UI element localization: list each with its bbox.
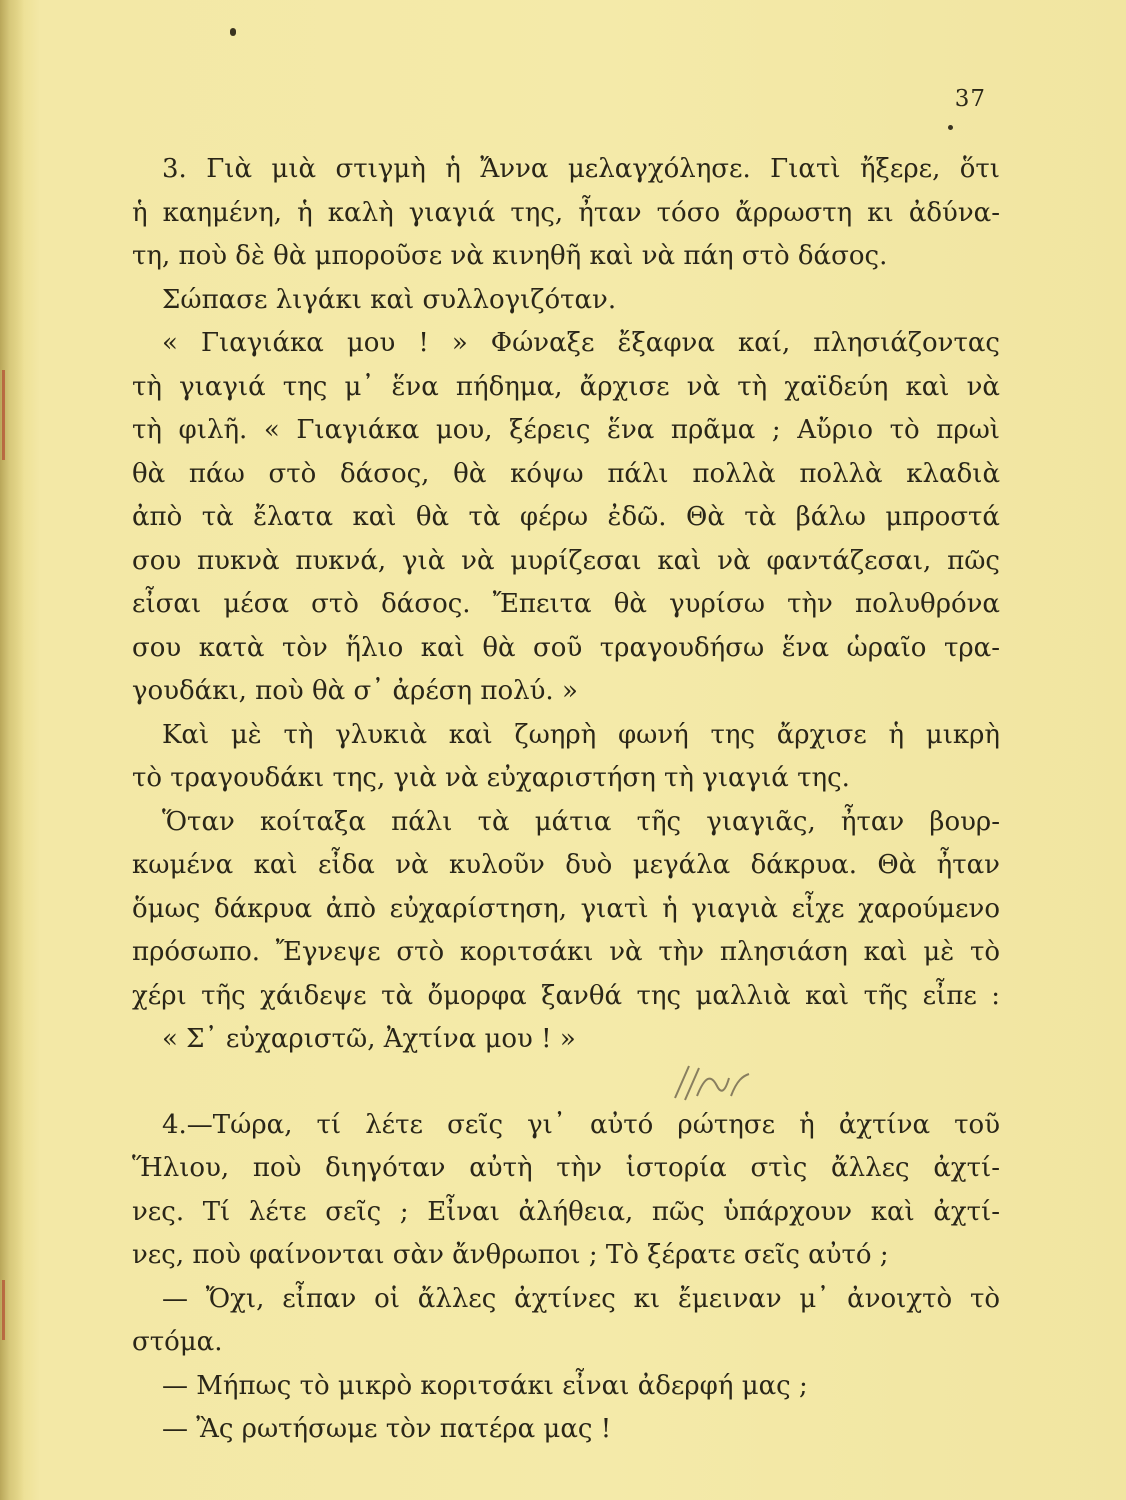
text-line: νες. Τί λέτε σεῖς ; Εἶναι ἀλήθεια, πῶς ὑπάρχουν καὶ ἀχτί- <box>132 1196 1000 1227</box>
text-line: Ὅταν κοίταξα πάλι τὰ μάτια τῆς γιαγιᾶς, ἦταν βουρ- <box>162 806 1000 837</box>
text-line: τὴ φιλῆ. « Γιαγιάκα μου, ξέρεις ἕνα πρᾶμα ; Αὔριο τὸ πρωὶ <box>132 415 1000 445</box>
text-line: σου κατὰ τὸν ἥλιο καὶ θὰ σοῦ τραγουδήσω ἕνα ὡραῖο τρα- <box>132 632 1000 663</box>
text-line: Καὶ μὲ τὴ γλυκιὰ καὶ ζωηρὴ φωνή της ἄρχισε ἡ μικρὴ <box>162 719 1000 750</box>
body-text <box>132 148 1000 1452</box>
text-line: 3. Γιὰ μιὰ στιγμὴ ἡ Ἄννα μελαγχόλησε. Γιατὶ ἤξερε, ὅτι <box>162 154 1000 184</box>
text-line: ἡ καημένη, ἡ καλὴ γιαγιά της, ἦταν τόσο ἄρρωστη κι ἀδύνα- <box>132 197 1000 228</box>
text-line: τη, ποὺ δὲ θὰ μποροῦσε νὰ κινηθῆ καὶ νὰ πάη στὸ δάσος. <box>132 241 888 271</box>
page-gutter <box>0 0 24 1500</box>
text-line: νες, ποὺ φαίνονται σὰν ἄνθρωποι ; Τὸ ξέρατε σεῖς αὐτό ; <box>132 1240 889 1270</box>
text-line: εἶσαι μέσα στὸ δάσος. Ἔπειτα θὰ γυρίσω τὴν πολυθρόνα <box>132 589 1000 619</box>
ink-dot <box>230 28 236 36</box>
text-line: — Ἂς ρωτήσωμε τὸν πατέρα μας ! <box>162 1414 612 1444</box>
text-line: 4.—Τώρα, τί λέτε σεῖς γι᾽ αὐτό ρώτησε ἡ ἀχτίνα τοῦ <box>162 1109 1000 1140</box>
page-number: 37 <box>954 86 986 112</box>
pencil-scribble <box>667 1056 757 1106</box>
text-line: σου πυκνὰ πυκνά, γιὰ νὰ μυρίζεσαι καὶ νὰ φαντάζεσαι, πῶς <box>132 545 1000 576</box>
text-line: τὴ γιαγιά της μ᾽ ἕνα πήδημα, ἄρχισε νὰ τὴ χαϊδεύη καὶ νὰ <box>132 371 1000 402</box>
text-line: γουδάκι, ποὺ θὰ σ᾽ ἀρέση πολύ. » <box>132 676 578 706</box>
text-line: — Ὄχι, εἶπαν οἱ ἄλλες ἀχτίνες κι ἔμειναν μ᾽ ἀνοιχτὸ τὸ <box>162 1283 1000 1314</box>
text-line: « Γιαγιάκα μου ! » Φώναξε ἔξαφνα καί, πλησιάζοντας <box>162 328 1000 358</box>
text-line: — Μήπως τὸ μικρὸ κοριτσάκι εἶναι ἀδερφή μας ; <box>162 1370 808 1401</box>
text-line: ὅμως δάκρυα ἀπὸ εὐχαρίστηση, γιατὶ ἡ γιαγιὰ εἶχε χαρούμενο <box>132 893 1000 924</box>
text-line: θὰ πάω στὸ δάσος, θὰ κόψω πάλι πολλὰ πολλὰ κλαδιὰ <box>132 458 1000 489</box>
gutter-stain <box>2 370 5 460</box>
section-gap <box>132 1062 1000 1104</box>
text-line: ἀπὸ τὰ ἔλατα καὶ θὰ τὰ φέρω ἐδῶ. Θὰ τὰ βάλω μπροστά <box>132 502 1000 532</box>
text-line: Ἥλιου, ποὺ διηγόταν αὐτὴ τὴν ἱστορία στὶς ἄλλες ἀχτί- <box>132 1153 1000 1183</box>
ink-dot <box>948 125 953 130</box>
text-line: Σώπασε λιγάκι καὶ συλλογιζόταν. <box>162 284 617 315</box>
text-line: τὸ τραγουδάκι της, γιὰ νὰ εὐχαριστήση τὴ γιαγιά της. <box>132 763 850 793</box>
gutter-stain <box>2 1280 5 1340</box>
text-line: « Σ᾽ εὐχαριστῶ, Ἀχτίνα μου ! » <box>162 1024 576 1054</box>
text-line: στόμα. <box>132 1327 223 1357</box>
text-line: χέρι τῆς χάιδεψε τὰ ὄμορφα ξανθά της μαλλιὰ καὶ τῆς εἶπε : <box>132 980 1000 1011</box>
text-line: κωμένα καὶ εἶδα νὰ κυλοῦν δυὸ μεγάλα δάκρυα. Θὰ ἦταν <box>132 850 1000 880</box>
text-line: πρόσωπο. Ἔγνεψε στὸ κοριτσάκι νὰ τὴν πλησιάση καὶ μὲ τὸ <box>132 937 1000 967</box>
